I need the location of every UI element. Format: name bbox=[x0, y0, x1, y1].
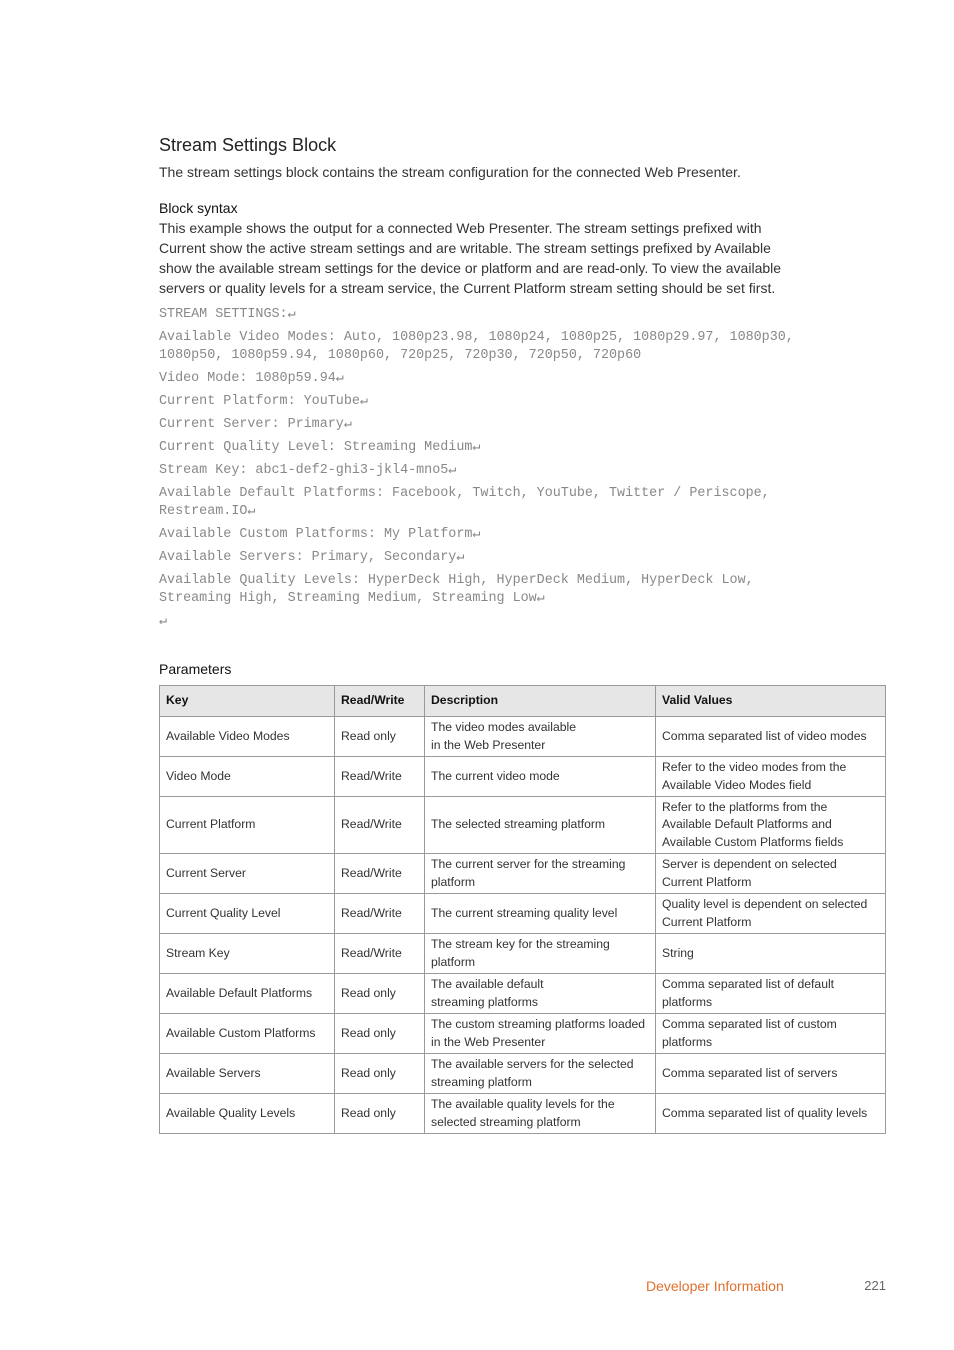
cell-read-write: Read only bbox=[335, 717, 425, 757]
code-line: Available Custom Platforms: My Platform↵ bbox=[159, 527, 481, 542]
cell-read-write: Read/Write bbox=[335, 894, 425, 934]
cell-valid-values: Comma separated list of servers bbox=[656, 1054, 886, 1094]
cell-description: The available quality levels for the selected streaming platform bbox=[425, 1094, 656, 1134]
table-header-row bbox=[160, 686, 886, 717]
parameters-table bbox=[159, 685, 886, 1134]
cell-description: The video modes available in the Web Presenter bbox=[425, 717, 656, 757]
page-content bbox=[159, 133, 887, 1134]
cell-description: The stream key for the streaming platform bbox=[425, 934, 656, 974]
code-line: Current Quality Level: Streaming Medium↵ bbox=[159, 440, 481, 455]
block-syntax-text: This example shows the output for a connected Web Presenter. The stream settings prefixed with Current show the active stream settings and are writable. The stream settings prefixed by Available show the available stream settings for the device or platform and are read-only. To view the available servers or quality levels for a stream service, the Current Platform stream setting should be set first. bbox=[159, 220, 782, 296]
table-row bbox=[160, 757, 886, 797]
cell-valid-values: String bbox=[656, 934, 886, 974]
code-line: Video Mode: 1080p59.94↵ bbox=[159, 371, 344, 386]
table-row bbox=[160, 1094, 886, 1134]
code-line: Available Servers: Primary, Secondary↵ bbox=[159, 550, 465, 565]
header-key: Key bbox=[160, 686, 335, 717]
code-line: ↵ bbox=[159, 614, 168, 629]
table-row bbox=[160, 894, 886, 934]
cell-read-write: Read only bbox=[335, 1094, 425, 1134]
section-title: Stream Settings Block bbox=[159, 135, 337, 155]
cell-description: The current video mode bbox=[425, 757, 656, 797]
cell-key: Available Default Platforms bbox=[160, 974, 335, 1014]
cell-description: The selected streaming platform bbox=[425, 797, 656, 854]
cell-read-write: Read/Write bbox=[335, 854, 425, 894]
code-line: Current Server: Primary↵ bbox=[159, 417, 352, 432]
table-row bbox=[160, 974, 886, 1014]
cell-read-write: Read only bbox=[335, 1014, 425, 1054]
cell-valid-values: Comma separated list of video modes bbox=[656, 717, 886, 757]
block-syntax-heading: Block syntax bbox=[159, 200, 238, 216]
cell-valid-values: Comma separated list of quality levels bbox=[656, 1094, 886, 1134]
table-row bbox=[160, 1014, 886, 1054]
cell-read-write: Read/Write bbox=[335, 934, 425, 974]
table-row bbox=[160, 934, 886, 974]
cell-description: The available servers for the selected streaming platform bbox=[425, 1054, 656, 1094]
header-description: Description bbox=[425, 686, 656, 717]
table-row bbox=[160, 1054, 886, 1094]
cell-key: Available Video Modes bbox=[160, 717, 335, 757]
cell-key: Stream Key bbox=[160, 934, 335, 974]
cell-read-write: Read/Write bbox=[335, 797, 425, 854]
cell-key: Video Mode bbox=[160, 757, 335, 797]
cell-valid-values: Server is dependent on selected Current Platform bbox=[656, 854, 886, 894]
cell-valid-values: Quality level is dependent on selected Current Platform bbox=[656, 894, 886, 934]
cell-description: The available default streaming platforms bbox=[425, 974, 656, 1014]
cell-key: Available Custom Platforms bbox=[160, 1014, 335, 1054]
code-example bbox=[159, 306, 887, 631]
table-row bbox=[160, 717, 886, 757]
cell-valid-values: Comma separated list of custom platforms bbox=[656, 1014, 886, 1054]
cell-key: Current Server bbox=[160, 854, 335, 894]
header-valid-values: Valid Values bbox=[656, 686, 886, 717]
code-line: STREAM SETTINGS:↵ bbox=[159, 307, 296, 322]
page-number: 221 bbox=[864, 1278, 886, 1293]
footer-section-title: Developer Information bbox=[646, 1278, 784, 1294]
code-line: Available Video Modes: Auto, 1080p23.98, 1080p24, 1080p25, 1080p29.97, 1080p30, 1080p50, 1080p59.94, 1080p60, 720p25, 720p30, 720p50, 720p60 bbox=[159, 330, 802, 363]
cell-description: The current server for the streaming platform bbox=[425, 854, 656, 894]
parameters-heading: Parameters bbox=[159, 661, 232, 677]
code-line: Available Default Platforms: Facebook, Twitch, YouTube, Twitter / Periscope, Restream.IO↵ bbox=[159, 486, 778, 519]
cell-valid-values: Refer to the video modes from the Available Video Modes field bbox=[656, 757, 886, 797]
cell-read-write: Read/Write bbox=[335, 757, 425, 797]
cell-key: Current Platform bbox=[160, 797, 335, 854]
header-read-write: Read/Write bbox=[335, 686, 425, 717]
cell-valid-values: Comma separated list of default platforms bbox=[656, 974, 886, 1014]
cell-read-write: Read only bbox=[335, 1054, 425, 1094]
cell-description: The current streaming quality level bbox=[425, 894, 656, 934]
cell-valid-values: Refer to the platforms from the Available Default Platforms and Available Custom Platforms fields bbox=[656, 797, 886, 854]
section-intro: The stream settings block contains the stream configuration for the connected Web Presenter. bbox=[159, 164, 741, 180]
cell-read-write: Read only bbox=[335, 974, 425, 1014]
code-line: Available Quality Levels: HyperDeck High, HyperDeck Medium, HyperDeck Low, Streaming High, Streaming Medium, Streaming Low↵ bbox=[159, 573, 762, 606]
cell-key: Available Quality Levels bbox=[160, 1094, 335, 1134]
cell-description: The custom streaming platforms loaded in the Web Presenter bbox=[425, 1014, 656, 1054]
cell-key: Current Quality Level bbox=[160, 894, 335, 934]
cell-key: Available Servers bbox=[160, 1054, 335, 1094]
code-line: Stream Key: abc1-def2-ghi3-jkl4-mno5↵ bbox=[159, 463, 457, 478]
code-line: Current Platform: YouTube↵ bbox=[159, 394, 368, 409]
table-row bbox=[160, 797, 886, 854]
table-row bbox=[160, 854, 886, 894]
